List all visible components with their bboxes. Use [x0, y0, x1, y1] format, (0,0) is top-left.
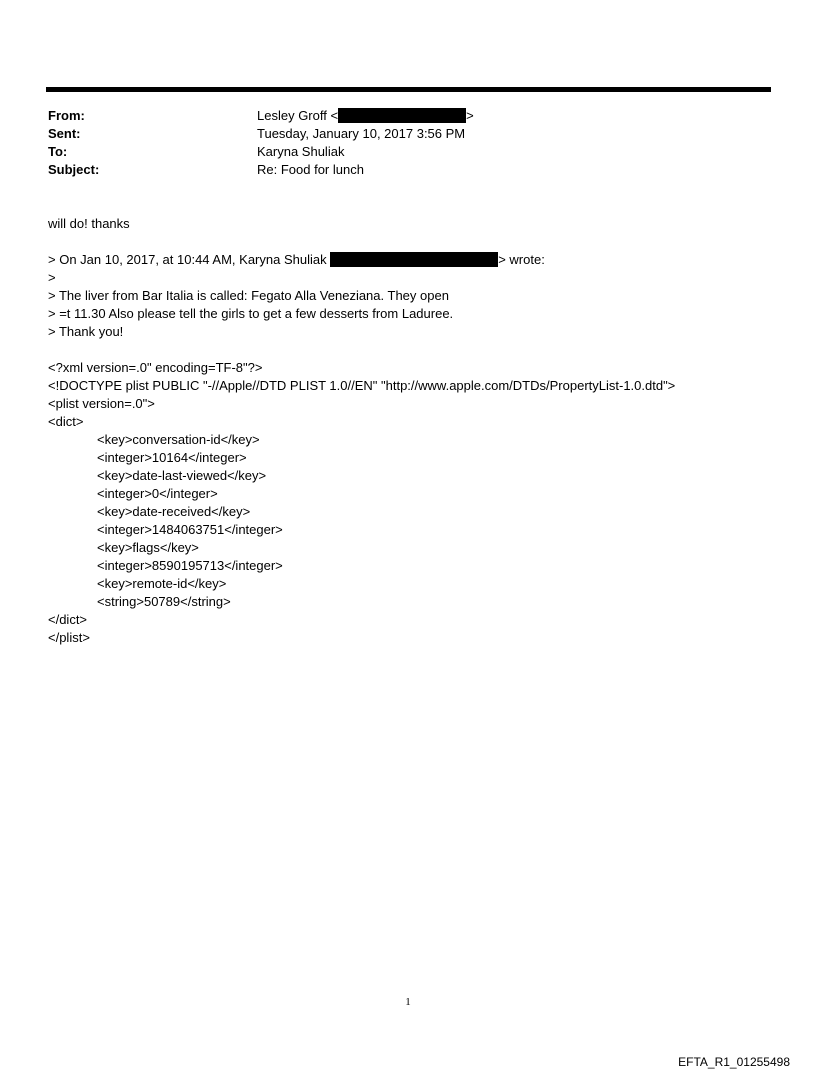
dict-item: <key>date-last-viewed</key>: [97, 468, 267, 483]
quote-line: > =t 11.30 Also please tell the girls to get a few desserts from Laduree.: [48, 306, 454, 321]
to-label: To:: [48, 144, 68, 159]
dict-item: <integer>0</integer>: [97, 486, 218, 501]
redaction-box: [330, 252, 498, 267]
dict-item: <key>conversation-id</key>: [97, 432, 260, 447]
dict-item: <string>50789</string>: [97, 594, 231, 609]
dict-open: <dict>: [48, 414, 84, 429]
dict-item: <key>remote-id</key>: [97, 576, 227, 591]
quote-line: > Thank you!: [48, 324, 124, 339]
reply-text: will do! thanks: [48, 216, 130, 231]
plist-close: </plist>: [48, 630, 90, 645]
dict-item: <integer>8590195713</integer>: [97, 558, 283, 573]
to-value: Karyna Shuliak: [257, 144, 345, 159]
subject-value: Re: Food for lunch: [257, 162, 364, 177]
sent-value: Tuesday, January 10, 2017 3:56 PM: [257, 126, 466, 141]
xml-declaration: <?xml version=.0" encoding=TF-8"?>: [48, 360, 263, 375]
from-suffix: >: [466, 108, 474, 123]
page-number: 1: [405, 996, 411, 1008]
plist-open: <plist version=.0">: [48, 396, 155, 411]
dict-item: <integer>1484063751</integer>: [97, 522, 283, 537]
dict-item: <key>date-received</key>: [97, 504, 251, 519]
header-divider: [46, 87, 771, 92]
doctype-line: <!DOCTYPE plist PUBLIC "-//Apple//DTD PLIST 1.0//EN" "http://www.apple.com/DTDs/PropertyList-1.0.dtd">: [48, 378, 676, 393]
quote-intro: [48, 251, 545, 269]
quote-intro-suffix: > wrote:: [498, 252, 545, 267]
from-value: [257, 107, 474, 125]
sent-label: Sent:: [48, 126, 81, 141]
quote-intro-prefix: > On Jan 10, 2017, at 10:44 AM, Karyna Shuliak: [48, 252, 331, 267]
bates-number: EFTA_R1_01255498: [678, 1055, 790, 1069]
from-name: Lesley Groff <: [257, 108, 339, 123]
quote-line: > The liver from Bar Italia is called: Fegato Alla Veneziana. They open: [48, 288, 449, 303]
from-label: From:: [48, 108, 85, 123]
subject-label: Subject:: [48, 162, 100, 177]
quote-line: >: [48, 270, 56, 285]
dict-close: </dict>: [48, 612, 88, 627]
dict-item: <integer>10164</integer>: [97, 450, 247, 465]
redaction-box: [338, 108, 466, 123]
dict-item: <key>flags</key>: [97, 540, 199, 555]
